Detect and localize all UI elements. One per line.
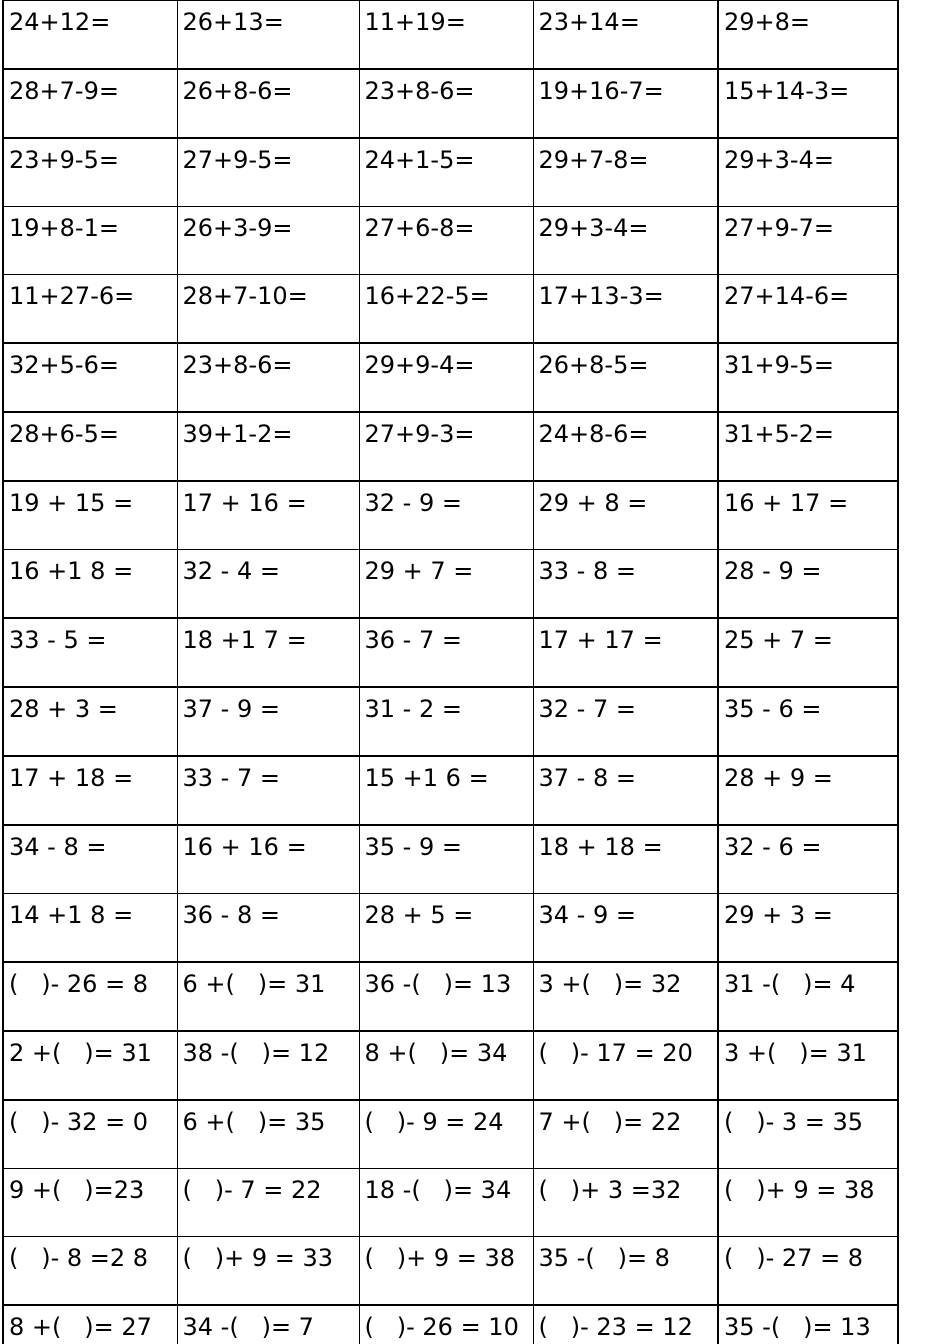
problem-cell: 16+22-5= xyxy=(359,275,533,344)
problem-cell: 17 + 18 = xyxy=(3,756,177,825)
problem-cell: 24+8-6= xyxy=(533,412,718,481)
problem-cell: 19 + 15 = xyxy=(3,481,177,550)
worksheet-row xyxy=(3,481,898,550)
problem-cell: 3 +( )= 32 xyxy=(533,962,718,1031)
problem-cell: 26+13= xyxy=(177,1,359,70)
problem-cell: ( )+ 9 = 33 xyxy=(177,1237,359,1306)
problem-cell: 16 + 16 = xyxy=(177,825,359,894)
problem-cell: 25 + 7 = xyxy=(718,618,898,687)
problem-cell: ( )- 17 = 20 xyxy=(533,1031,718,1100)
problem-cell: 29 + 8 = xyxy=(533,481,718,550)
problem-cell: 29+3-4= xyxy=(533,207,718,275)
problem-cell: 34 - 9 = xyxy=(533,894,718,963)
problem-cell: 28 + 5 = xyxy=(359,894,533,963)
worksheet-row xyxy=(3,275,898,344)
problem-cell: 8 +( )= 34 xyxy=(359,1031,533,1100)
problem-cell: ( )- 32 = 0 xyxy=(3,1100,177,1169)
worksheet-body xyxy=(3,1,898,1344)
problem-cell: 11+19= xyxy=(359,1,533,70)
problem-cell: 26+8-5= xyxy=(533,343,718,412)
problem-cell: 11+27-6= xyxy=(3,275,177,344)
problem-cell: 29 + 3 = xyxy=(718,894,898,963)
problem-cell: ( )- 7 = 22 xyxy=(177,1169,359,1237)
problem-cell: 29+3-4= xyxy=(718,138,898,207)
problem-cell: ( )- 8 =2 8 xyxy=(3,1237,177,1306)
problem-cell: 37 - 8 = xyxy=(533,756,718,825)
problem-cell: 32+5-6= xyxy=(3,343,177,412)
problem-cell: 28+7-10= xyxy=(177,275,359,344)
problem-cell: 28+7-9= xyxy=(3,69,177,138)
math-worksheet-table xyxy=(2,0,899,1344)
problem-cell: 35 -( )= 13 xyxy=(718,1305,898,1344)
problem-cell: ( )- 26 = 10 xyxy=(359,1305,533,1344)
problem-cell: 28 - 9 = xyxy=(718,550,898,619)
problem-cell: 3 +( )= 31 xyxy=(718,1031,898,1100)
problem-cell: 29+8= xyxy=(718,1,898,70)
worksheet-row xyxy=(3,1100,898,1169)
problem-cell: 36 - 8 = xyxy=(177,894,359,963)
worksheet-row xyxy=(3,207,898,275)
problem-cell: 28+6-5= xyxy=(3,412,177,481)
problem-cell: ( )+ 9 = 38 xyxy=(359,1237,533,1306)
problem-cell: 31 -( )= 4 xyxy=(718,962,898,1031)
problem-cell: 29+7-8= xyxy=(533,138,718,207)
problem-cell: ( )- 26 = 8 xyxy=(3,962,177,1031)
problem-cell: 31 - 2 = xyxy=(359,687,533,756)
worksheet-row xyxy=(3,412,898,481)
problem-cell: 7 +( )= 22 xyxy=(533,1100,718,1169)
problem-cell: 27+6-8= xyxy=(359,207,533,275)
problem-cell: 17 + 17 = xyxy=(533,618,718,687)
worksheet-row xyxy=(3,756,898,825)
problem-cell: 35 - 6 = xyxy=(718,687,898,756)
problem-cell: 18 +1 7 = xyxy=(177,618,359,687)
worksheet-row xyxy=(3,618,898,687)
problem-cell: 33 - 8 = xyxy=(533,550,718,619)
problem-cell: 6 +( )= 31 xyxy=(177,962,359,1031)
problem-cell: 26+8-6= xyxy=(177,69,359,138)
problem-cell: 26+3-9= xyxy=(177,207,359,275)
problem-cell: 27+9-7= xyxy=(718,207,898,275)
worksheet-row xyxy=(3,962,898,1031)
problem-cell: 34 -( )= 7 xyxy=(177,1305,359,1344)
problem-cell: 33 - 7 = xyxy=(177,756,359,825)
problem-cell: 23+9-5= xyxy=(3,138,177,207)
problem-cell: 39+1-2= xyxy=(177,412,359,481)
problem-cell: 16 +1 8 = xyxy=(3,550,177,619)
problem-cell: 32 - 4 = xyxy=(177,550,359,619)
problem-cell: 34 - 8 = xyxy=(3,825,177,894)
problem-cell: 18 + 18 = xyxy=(533,825,718,894)
worksheet-row xyxy=(3,550,898,619)
problem-cell: 17 + 16 = xyxy=(177,481,359,550)
problem-cell: 16 + 17 = xyxy=(718,481,898,550)
problem-cell: 36 - 7 = xyxy=(359,618,533,687)
worksheet-row xyxy=(3,687,898,756)
problem-cell: ( )- 27 = 8 xyxy=(718,1237,898,1306)
worksheet-row xyxy=(3,69,898,138)
worksheet-row xyxy=(3,1169,898,1237)
worksheet-row xyxy=(3,825,898,894)
problem-cell: 9 +( )=23 xyxy=(3,1169,177,1237)
problem-cell: ( )- 3 = 35 xyxy=(718,1100,898,1169)
problem-cell: 31+9-5= xyxy=(718,343,898,412)
worksheet-row xyxy=(3,1,898,70)
worksheet-row xyxy=(3,1237,898,1306)
problem-cell: 28 + 3 = xyxy=(3,687,177,756)
problem-cell: 24+1-5= xyxy=(359,138,533,207)
problem-cell: 37 - 9 = xyxy=(177,687,359,756)
problem-cell: 29 + 7 = xyxy=(359,550,533,619)
problem-cell: 19+8-1= xyxy=(3,207,177,275)
problem-cell: 29+9-4= xyxy=(359,343,533,412)
problem-cell: 35 -( )= 8 xyxy=(533,1237,718,1306)
problem-cell: 36 -( )= 13 xyxy=(359,962,533,1031)
problem-cell: 14 +1 8 = xyxy=(3,894,177,963)
problem-cell: 18 -( )= 34 xyxy=(359,1169,533,1237)
problem-cell: 2 +( )= 31 xyxy=(3,1031,177,1100)
problem-cell: ( )+ 3 =32 xyxy=(533,1169,718,1237)
problem-cell: 27+9-3= xyxy=(359,412,533,481)
problem-cell: 15+14-3= xyxy=(718,69,898,138)
problem-cell: 23+8-6= xyxy=(359,69,533,138)
problem-cell: 24+12= xyxy=(3,1,177,70)
problem-cell: 32 - 9 = xyxy=(359,481,533,550)
problem-cell: 31+5-2= xyxy=(718,412,898,481)
worksheet-row xyxy=(3,138,898,207)
problem-cell: 32 - 7 = xyxy=(533,687,718,756)
problem-cell: ( )- 23 = 12 xyxy=(533,1305,718,1344)
worksheet-row xyxy=(3,1031,898,1100)
problem-cell: 6 +( )= 35 xyxy=(177,1100,359,1169)
problem-cell: 15 +1 6 = xyxy=(359,756,533,825)
problem-cell: 23+8-6= xyxy=(177,343,359,412)
problem-cell: 27+14-6= xyxy=(718,275,898,344)
worksheet-row xyxy=(3,1305,898,1344)
problem-cell: 8 +( )= 27 xyxy=(3,1305,177,1344)
problem-cell: 32 - 6 = xyxy=(718,825,898,894)
problem-cell: 27+9-5= xyxy=(177,138,359,207)
problem-cell: ( )- 9 = 24 xyxy=(359,1100,533,1169)
problem-cell: ( )+ 9 = 38 xyxy=(718,1169,898,1237)
problem-cell: 23+14= xyxy=(533,1,718,70)
problem-cell: 28 + 9 = xyxy=(718,756,898,825)
problem-cell: 33 - 5 = xyxy=(3,618,177,687)
worksheet-row xyxy=(3,343,898,412)
problem-cell: 38 -( )= 12 xyxy=(177,1031,359,1100)
problem-cell: 19+16-7= xyxy=(533,69,718,138)
problem-cell: 17+13-3= xyxy=(533,275,718,344)
problem-cell: 35 - 9 = xyxy=(359,825,533,894)
worksheet-row xyxy=(3,894,898,963)
